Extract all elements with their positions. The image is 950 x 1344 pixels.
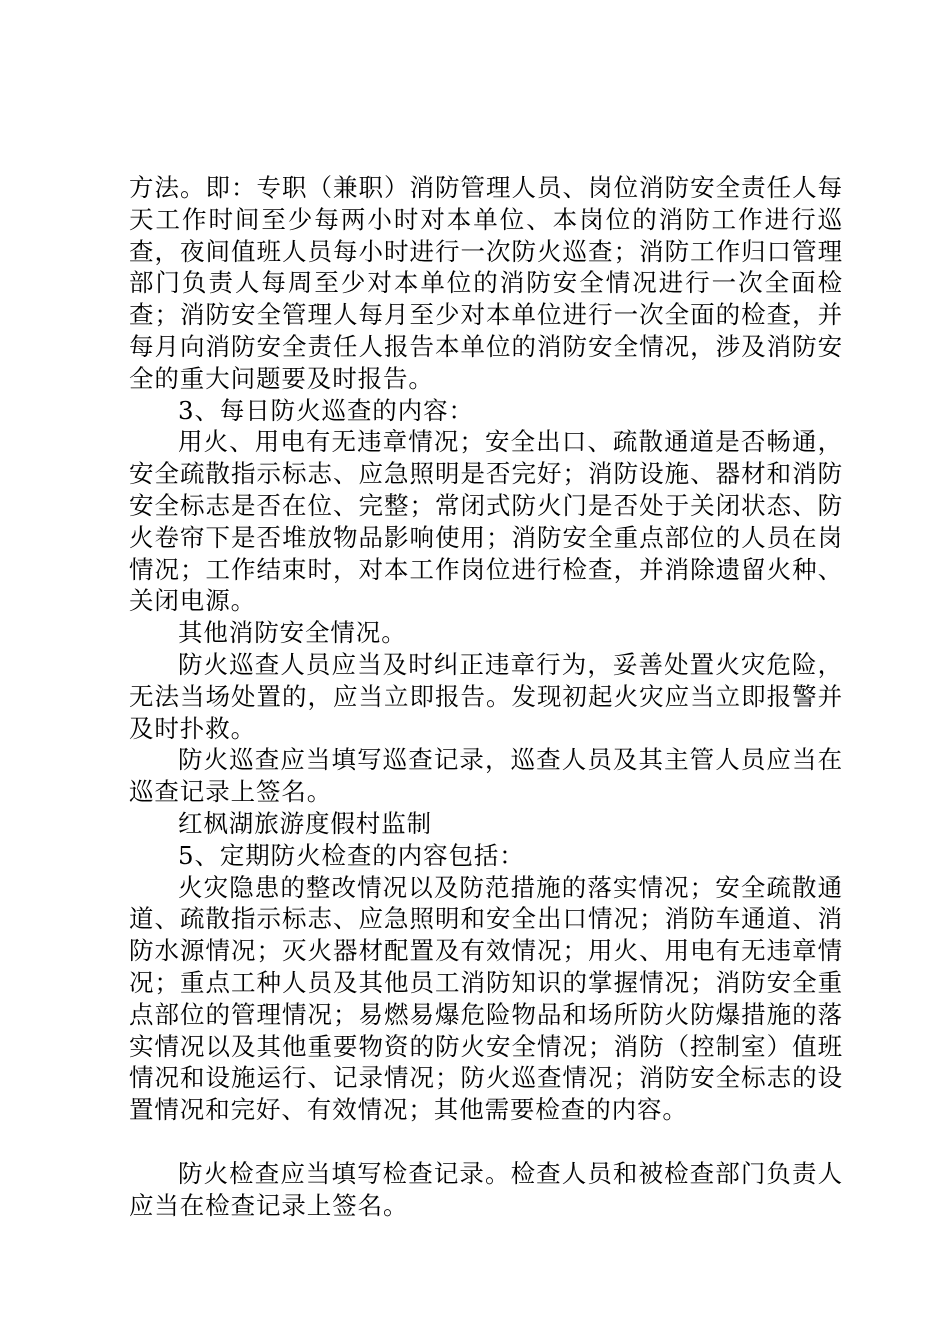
- paragraph-patrol-correction: 防火巡查人员应当及时纠正违章行为，妥善处置火灾危险，无法当场处置的，应当立即报告。发现初起火灾应当立即报警并及时扑救。: [129, 649, 843, 743]
- paragraph-patrol-record: 防火巡查应当填写巡查记录，巡查人员及其主管人员应当在巡查记录上签名。: [129, 745, 843, 807]
- paragraph-inspection-record: 防火检查应当填写检查记录。检查人员和被检查部门负责人应当在检查记录上签名。: [129, 1158, 843, 1220]
- paragraph-other-safety: 其他消防安全情况。: [178, 618, 407, 648]
- paragraph-periodic-inspection-items: 火灾隐患的整改情况以及防范措施的落实情况；安全疏散通道、疏散指示标志、应急照明和安全出口情况；消防车通道、消防水源情况；灭火器材配置及有效情况；用火、用电有无违章情况；重点工种人员及其他员工消防知识的掌握情况；消防安全重点部位的管理情况；易燃易爆危险物品和场所防火防爆措施的落实情况以及其他重要物资的防火安全情况；消防（控制室）值班情况和设施运行、记录情况；防火巡查情况；消防安全标志的设置情况和完好、有效情况；其他需要检查的内容。: [129, 872, 843, 1125]
- paragraph-issuer: 红枫湖旅游度假村监制: [178, 808, 432, 838]
- paragraph-inspection-method: 方法。即：专职（兼职）消防管理人员、岗位消防安全责任人每天工作时间至少每两小时对本单位、本岗位的消防工作进行巡查，夜间值班人员每小时进行一次防火巡查；消防工作归口管理部门负责人每周至少对本单位的消防安全情况进行一次全面检查；消防安全管理人每月至少对本单位进行一次全面的检查，并每月向消防安全责任人报告本单位的消防安全情况，涉及消防安全的重大问题要及时报告。: [129, 173, 843, 393]
- heading-periodic-inspection: 5、定期防火检查的内容包括：: [178, 840, 525, 870]
- blank-line: [129, 1126, 843, 1158]
- heading-daily-patrol-content: 3、每日防火巡查的内容：: [178, 395, 474, 425]
- document-body: [129, 172, 843, 1221]
- paragraph-daily-patrol-items: 用火、用电有无违章情况；安全出口、疏散通道是否畅通，安全疏散指示标志、应急照明是否完好；消防设施、器材和消防安全标志是否在位、完整；常闭式防火门是否处于关闭状态、防火卷帘下是否堆放物品影响使用；消防安全重点部位的人员在岗情况；工作结束时，对本工作岗位进行检查，并消除遗留火种、关闭电源。: [129, 427, 843, 616]
